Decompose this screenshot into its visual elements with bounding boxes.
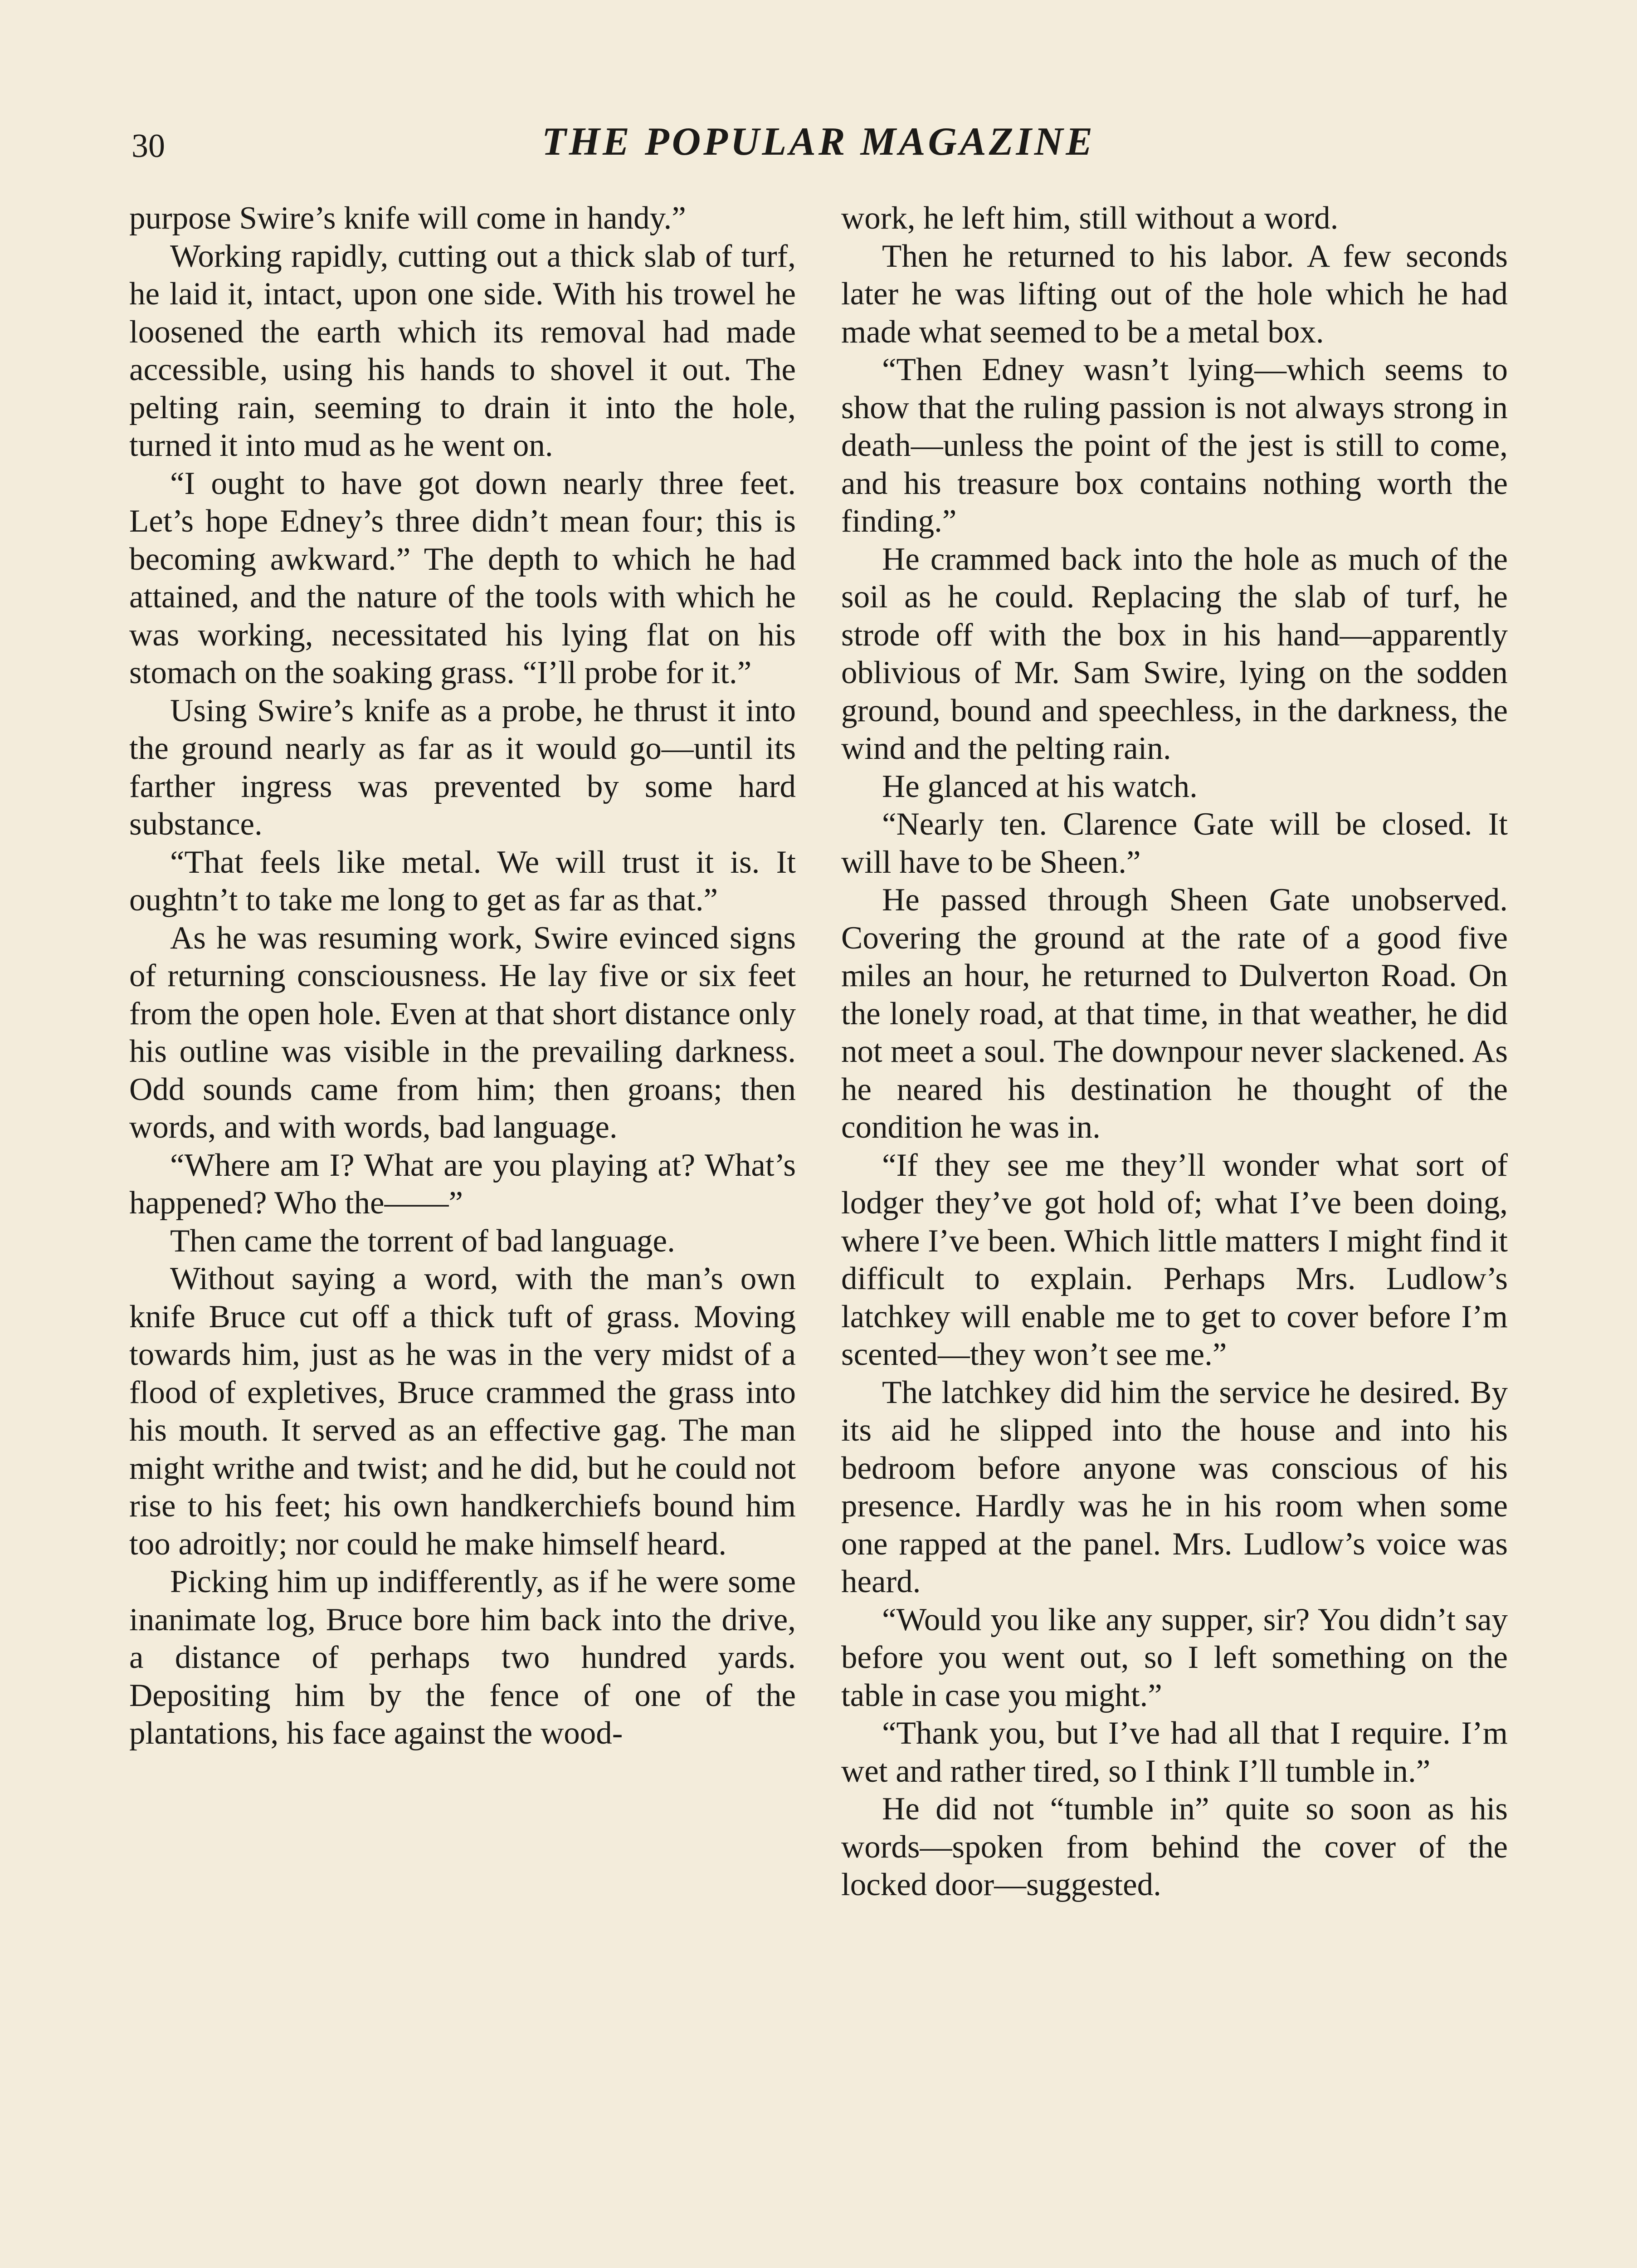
paragraph: “Thank you, but I’ve had all that I require. I’m wet and rather tired, so I think I’ll tumble in.” xyxy=(841,1716,1508,1789)
paragraph: He passed through Sheen Gate unobserved. Covering the ground at the rate of a good five miles an hour, he returned to Dulverton Road. On the lonely road, at that time, in that weather, he did not meet a soul. The downpour never slackened. As he neared his destination he thought of the condition he was in. xyxy=(841,882,1508,1145)
paragraph: “Nearly ten. Clarence Gate will be closed. It will have to be Sheen.” xyxy=(841,807,1508,880)
paragraph: work, he left him, still without a word. xyxy=(841,200,1339,236)
paragraph: “Then Edney wasn’t lying—which seems to show that the ruling passion is not always strong in death—unless the point of the jest is still to come, and his treasure box contains nothing worth the finding.” xyxy=(841,352,1508,539)
paragraph: Then came the torrent of bad language. xyxy=(170,1223,675,1259)
paragraph: The latchkey did him the service he desired. By its aid he slipped into the house and into his bedroom before anyone was conscious of his presence. Hardly was he in his room when some one rapped at the panel. Mrs. Ludlow’s voice was heard. xyxy=(841,1374,1508,1599)
paragraph: purpose Swire’s knife will come in handy.” xyxy=(129,200,686,236)
paragraph: He crammed back into the hole as much of the soil as he could. Replacing the slab of turf, he strode off with the box in his hand—apparently oblivious of Mr. Sam Swire, lying on the sodden ground, bound and speechless, in the darkness, the wind and the pelting rain. xyxy=(841,541,1508,766)
paragraph: “That feels like metal. We will trust it is. It oughtn’t to take me long to get as far as that.” xyxy=(129,844,796,918)
left-column xyxy=(129,200,796,1753)
paragraph: He glanced at his watch. xyxy=(882,768,1198,804)
paragraph: “Where am I? What are you playing at? What’s happened? Who the——” xyxy=(129,1147,796,1221)
paragraph: He did not “tumble in” quite so soon as his words—spoken from behind the cover of the locked door—suggested. xyxy=(841,1791,1508,1902)
paragraph: Picking him up indifferently, as if he were some inanimate log, Bruce bore him back into the drive, a distance of perhaps two hundred yards. Depositing him by the fence of one of the plantations, his face against the wood- xyxy=(129,1564,796,1751)
paragraph: Without saying a word, with the man’s own knife Bruce cut off a thick tuft of grass. Moving towards him, just as he was in the very midst of a flood of expletives, Bruce crammed the grass into his mouth. It served as an effective gag. The man might writhe and twist; and he did, but he could not rise to his feet; his own handkerchiefs bound him too adroitly; nor could he make himself heard. xyxy=(129,1261,796,1562)
page-header xyxy=(132,117,1505,171)
right-column xyxy=(841,200,1508,1904)
running-title: THE POPULAR MAGAZINE xyxy=(541,120,1096,164)
page-number: 30 xyxy=(132,127,165,165)
paragraph: As he was resuming work, Swire evinced signs of returning consciousness. He lay five or six feet from the open hole. Even at that short distance only his outline was visible in the prevailing darkness. Odd sounds came from him; then groans; then words, and with words, bad language. xyxy=(129,920,796,1145)
paragraph: “I ought to have got down nearly three feet. Let’s hope Edney’s three didn’t mean four; this is becoming awkward.” The depth to which he had attained, and the nature of the tools with which he was working, necessitated his lying flat on his stomach on the soaking grass. “I’ll probe for it.” xyxy=(129,465,796,690)
paragraph: Working rapidly, cutting out a thick slab of turf, he laid it, intact, upon one side. With his trowel he loosened the earth which its removal had made accessible, using his hands to shovel it out. The pelting rain, seeming to drain it into the hole, turned it into mud as he went on. xyxy=(129,238,796,463)
paragraph: “Would you like any supper, sir? You didn’t say before you went out, so I left something on the table in case you might.” xyxy=(841,1602,1508,1713)
paragraph: “If they see me they’ll wonder what sort of lodger they’ve got hold of; what I’ve been doing, where I’ve been. Which little matters I might find it difficult to explain. Perhaps Mrs. Ludlow’s latchkey will enable me to get to cover before I’m scented—they won’t see me.” xyxy=(841,1147,1508,1372)
paragraph: Then he returned to his labor. A few seconds later he was lifting out of the hole which he had made what seemed to be a metal box. xyxy=(841,238,1508,350)
paragraph: Using Swire’s knife as a probe, he thrust it into the ground nearly as far as it would go—until its farther ingress was prevented by some hard substance. xyxy=(129,693,796,842)
